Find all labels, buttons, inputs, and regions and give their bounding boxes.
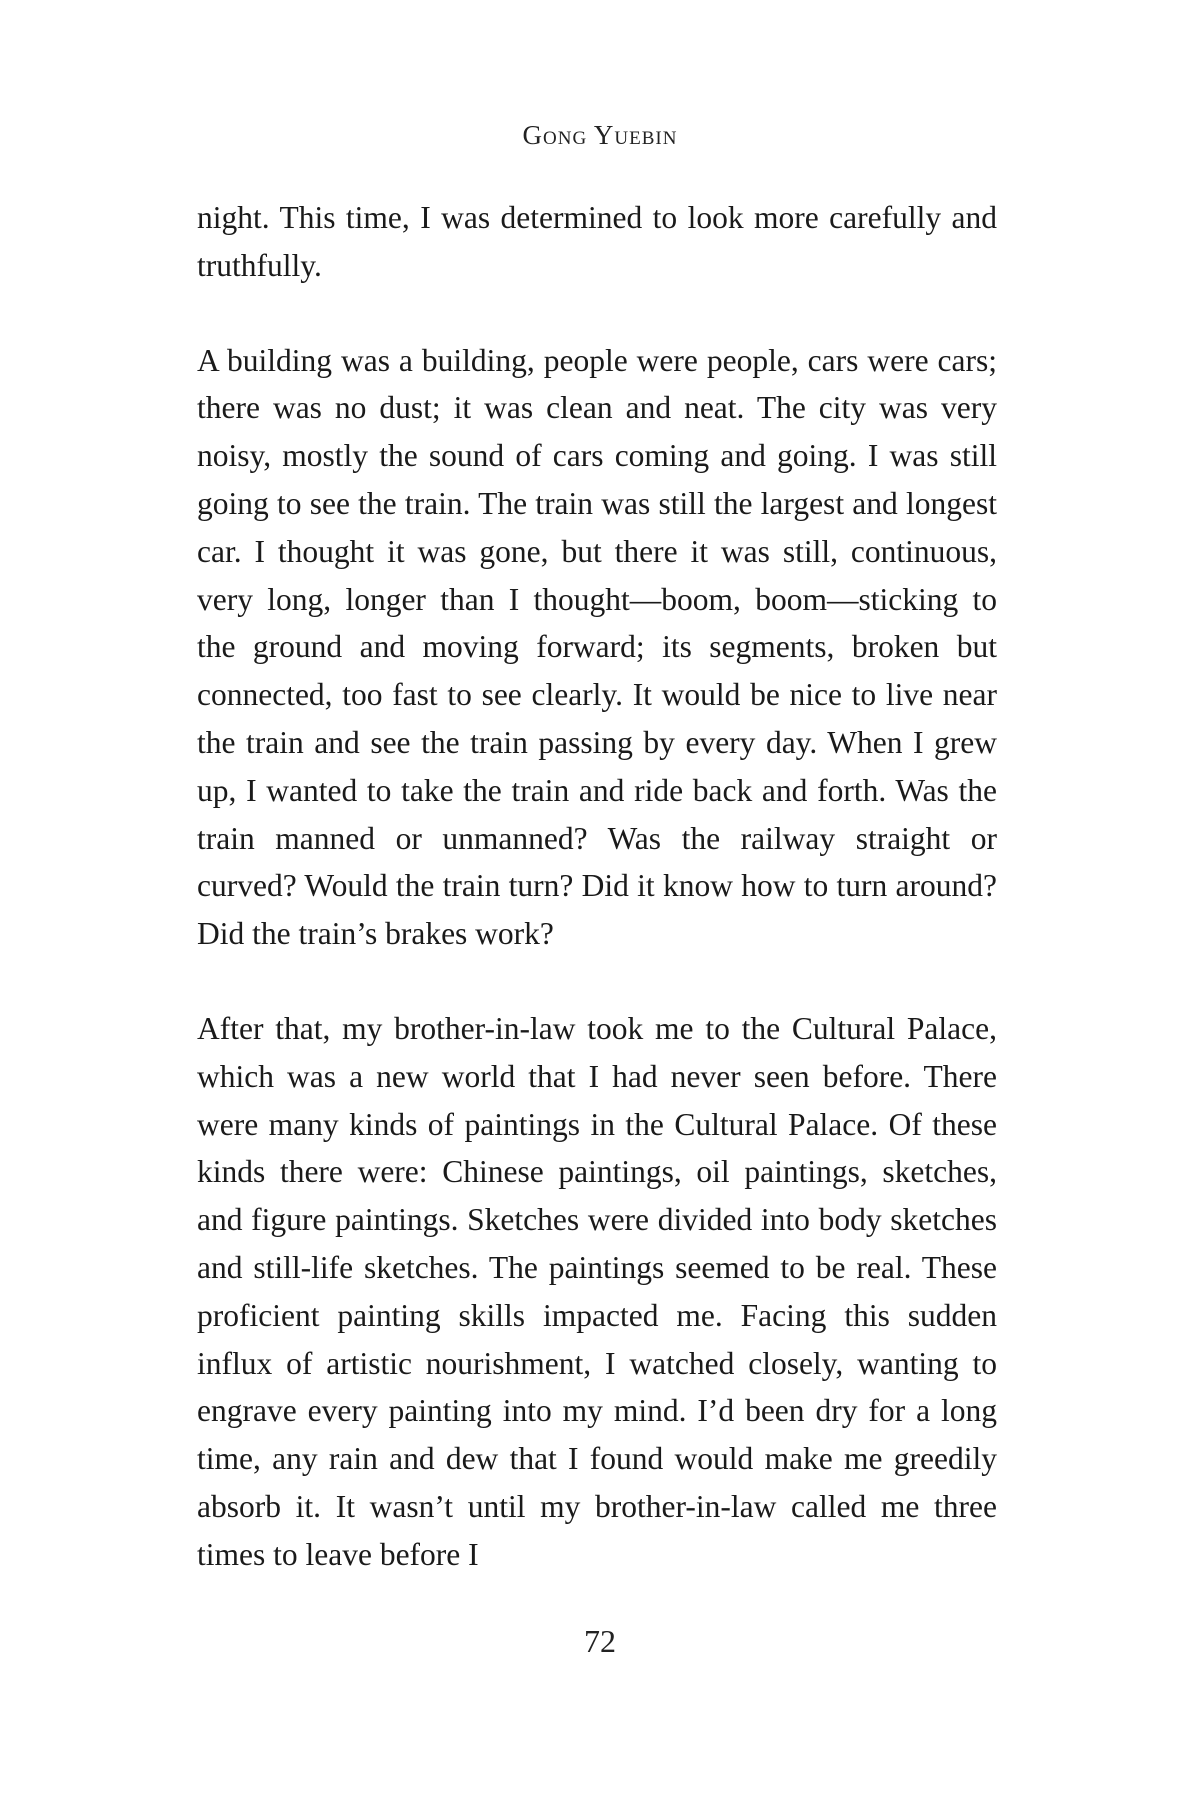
body-text	[197, 194, 997, 1579]
running-head-title: Gong Yuebin	[522, 120, 678, 150]
paragraph: A building was a building, people were people, cars were cars; there was no dust; it was clean and neat. The city was very noisy, mostly the sound of cars coming and going. I was still going to see the train. The train was still the largest and longest car. I thought it was gone, but there it was still, continuous, very long, longer than I thought—boom, boom—sticking to the ground and moving forward; its segments, broken but connected, too fast to see clearly. It would be nice to live near the train and see the train passing by every day. When I grew up, I wanted to take the train and ride back and forth. Was the train manned or unmanned? Was the railway straight or curved? Would the train turn? Did it know how to turn around? Did the train’s brakes work?	[197, 342, 997, 952]
paragraph: night. This time, I was determined to look more carefully and truthfully.	[197, 200, 997, 283]
page-number: 72	[584, 1623, 616, 1659]
paragraph: After that, my brother-in-law took me to the Cultural Palace, which was a new world that I had never seen before. There were many kinds of paintings in the Cultural Palace. Of these kinds there were: Chinese paintings, oil paintings, sketches, and figure paintings. Sketches were divided into body sketches and still-life sketches. The paintings seemed to be real. These proficient painting skills impacted me. Facing this sudden influx of artistic nourishment, I watched closely, wanting to engrave every painting into my mind. I’d been dry for a long time, any rain and dew that I found would make me greedily absorb it. It wasn’t until my brother-in-law called me three times to leave before I	[197, 1010, 997, 1572]
